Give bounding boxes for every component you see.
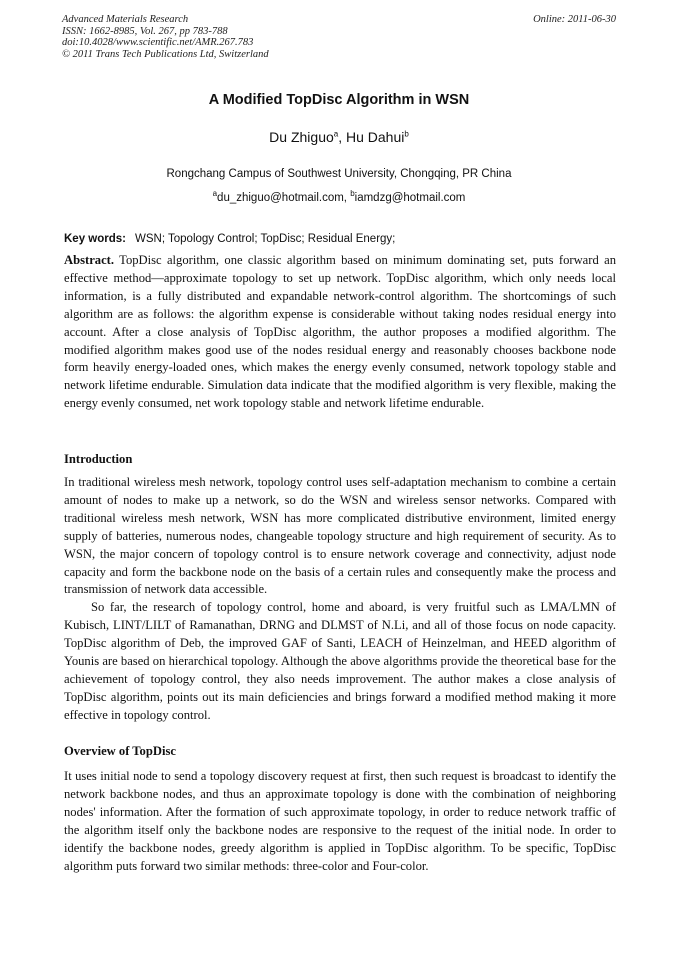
author-name: Du Zhiguo	[269, 129, 334, 145]
keywords-label: Key words:	[64, 233, 126, 245]
section-heading-overview: Overview of TopDisc	[64, 744, 176, 758]
email-mark: a	[212, 189, 218, 199]
abstract	[64, 252, 616, 413]
email-address: iamdzg@hotmail.com	[354, 192, 466, 204]
author-affil-mark: a	[333, 129, 339, 139]
author-list	[0, 129, 678, 145]
journal-copyright: © 2011 Trans Tech Publications Ltd, Switzerland	[62, 48, 269, 60]
introduction-body	[64, 474, 616, 725]
keywords	[64, 233, 616, 245]
overview-body	[64, 768, 616, 875]
journal-issn: ISSN: 1662-8985, Vol. 267, pp 783-788	[62, 25, 228, 37]
paragraph: In traditional wireless mesh network, topology control uses self-adaptation mechanism to combine a certain amount of nodes to make up a network, so do the WSN and wireless sensor networks. Compared with traditional wireless mesh network, WSN has more complicated distributive environment, limited energy supply of batteries, numerous nodes, changeable topology structure and high requirement of security. As to WSN, the major concern of topology control is to ensure network coverage and connectivity, adjust node capacity and form the backbone node on the basis of a certain rules and consequently make the process and transmission of network data accessible.	[64, 475, 616, 597]
journal-name: Advanced Materials Research	[62, 14, 189, 25]
email-mark: b	[350, 189, 355, 199]
paragraph: It uses initial node to send a topology discovery request at first, then such request is broadcast to identify the network backbone nodes, and thus an approximate topology is done with the combination of neighboring nodes' information. After the formation of such approximate topology, in order to reduce network traffic of the algorithm itself only the backbone nodes are responsive to the request of the initial node. In order to identify the backbone nodes, greedy algorithm is applied in TopDisc algorithm. To be specific, TopDisc algorithm puts forward two similar methods: three-color and Four-color.	[64, 769, 616, 873]
author-separator: ,	[338, 129, 346, 145]
author-emails	[0, 189, 678, 204]
journal-doi: doi:10.4028/www.scientific.net/AMR.267.783	[62, 37, 254, 48]
email-separator: ,	[343, 192, 351, 204]
online-date: Online: 2011-06-30	[533, 14, 616, 25]
abstract-text: TopDisc algorithm, one classic algorithm based on minimum dominating set, puts forward an effective method—approximate topology to set up network. TopDisc algorithm, which only needs local information, is a fully distributed and expandable network-control algorithm. The shortcomings of such algorithm are as follows: the algorithm expense is considerable without taking nodes residual energy into account. After a close analysis of TopDisc algorithm, the author proposes a modified algorithm. The modified algorithm makes good use of the nodes residual energy and reasonably chooses backbone node form heavily energy-loaded ones, which makes the energy evenly consumed, network topology stable and network lifetime endurable. Simulation data indicate that the modified algorithm is very flexible, making the energy evenly consumed, net work topology stable and network lifetime endurable.	[64, 253, 616, 411]
keywords-text: WSN; Topology Control; TopDisc; Residual Energy;	[135, 233, 396, 245]
section-heading-introduction: Introduction	[64, 452, 133, 466]
author-affil-mark: b	[404, 129, 409, 139]
author-name: Hu Dahui	[346, 129, 405, 145]
journal-header	[62, 14, 616, 60]
affiliation: Rongchang Campus of Southwest University, Chongqing, PR China	[166, 168, 512, 180]
paper-title: A Modified TopDisc Algorithm in WSN	[208, 92, 470, 108]
email-address: du_zhiguo@hotmail.com	[217, 192, 344, 204]
paragraph: So far, the research of topology control, home and aboard, is very fruitful such as LMA/LMN of Kubisch, LINT/LILT of Ramanathan, DRNG and DLMST of N.Li, and all of those focus on node capacity. TopDisc algorithm of Deb, the improved GAF of Santi, LEACH of Heinzelman, and HEED algorithm of Younis are based on hierarchical topology. Although the above algorithms provide the theoretical base for the achievement of topology control, they also needs improvement. The author makes a close analysis of TopDisc algorithm, points out its main deficiencies and brings forward a modified method making it more effective in topology control.	[64, 600, 616, 722]
abstract-label: Abstract.	[64, 253, 115, 267]
